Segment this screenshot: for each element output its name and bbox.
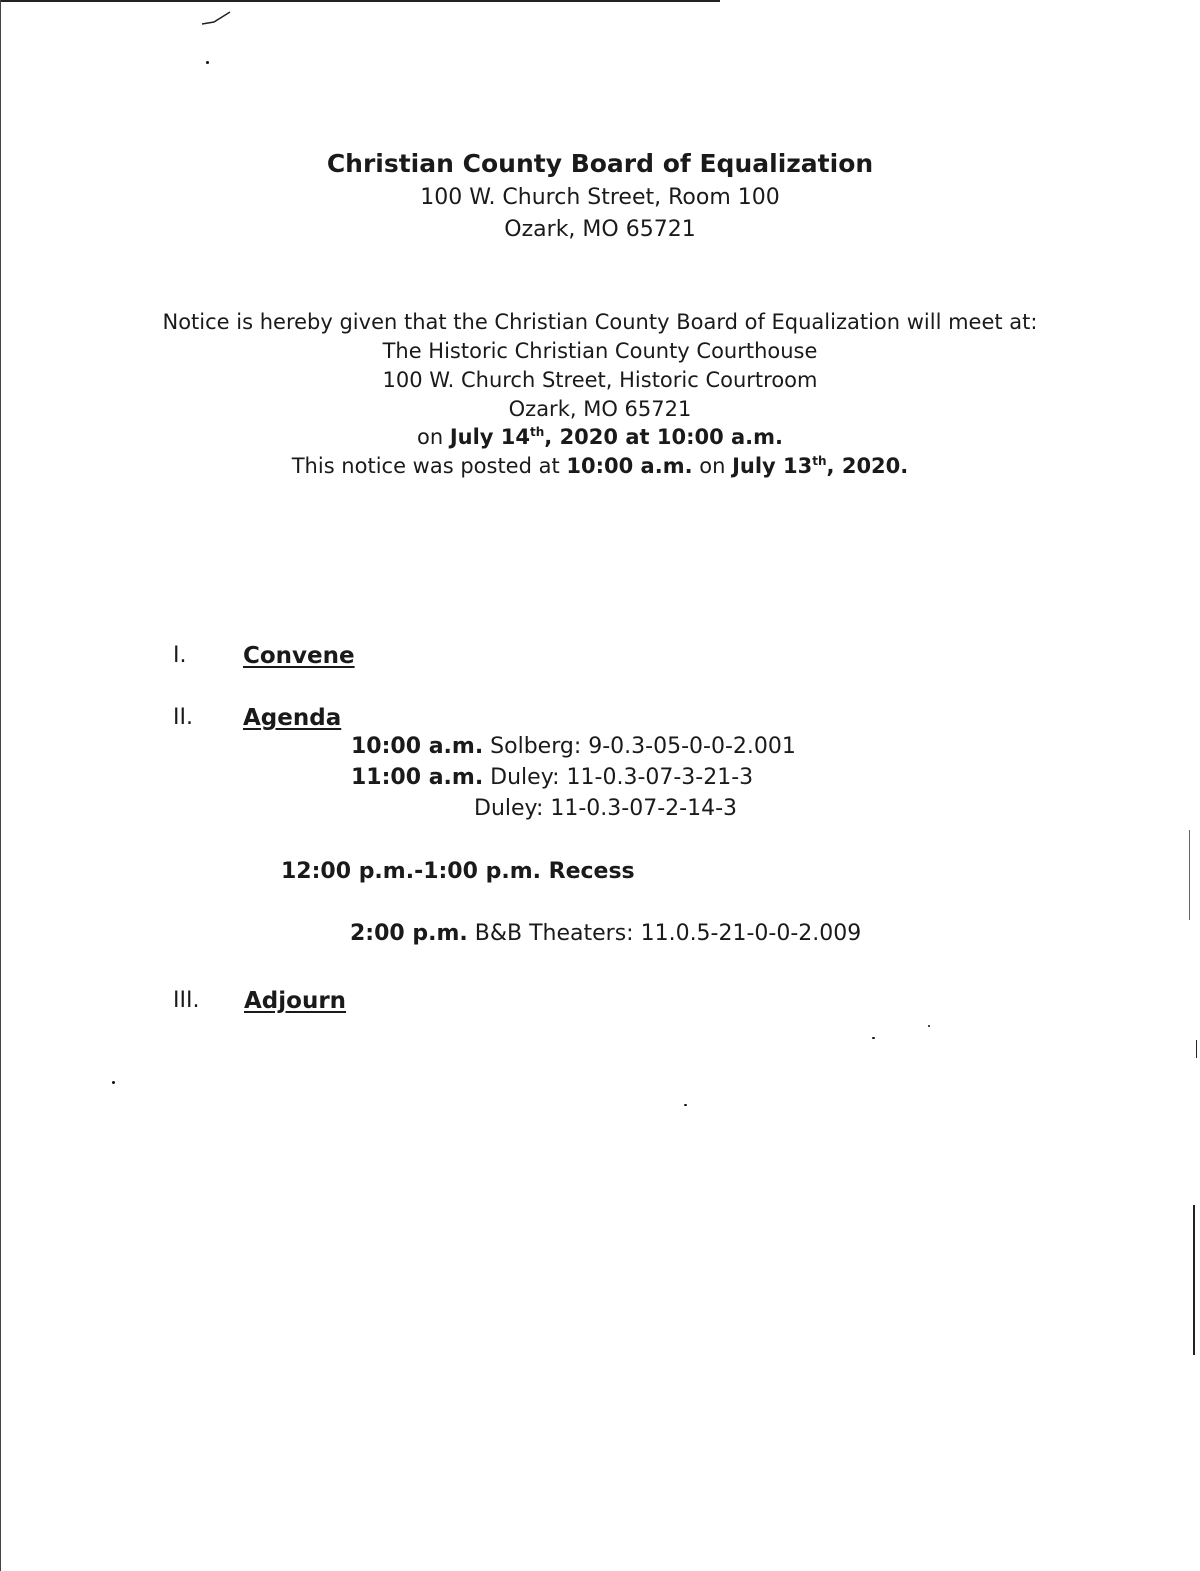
agenda-item-time: 10:00 a.m. xyxy=(351,734,484,759)
right-edge-mark xyxy=(1189,830,1190,920)
meeting-datetime xyxy=(0,423,1200,452)
posted-prefix: This notice was posted at xyxy=(291,454,567,478)
speck xyxy=(872,1037,875,1039)
speck xyxy=(928,1025,930,1027)
posted-ordinal: th xyxy=(812,454,827,468)
page-title: Christian County Board of Equalization xyxy=(326,149,874,178)
agenda-item-text: B&B Theaters: 11.0.5-21-0-0-2.009 xyxy=(467,921,862,946)
speck xyxy=(112,1081,115,1084)
agenda-item xyxy=(351,732,796,762)
section-numeral: II. xyxy=(173,705,193,730)
meeting-prefix: on xyxy=(416,425,450,449)
agenda-item-time: 2:00 p.m. xyxy=(350,921,468,946)
agenda-item-time: 11:00 a.m. xyxy=(351,765,484,790)
meeting-rest: , 2020 at 10:00 a.m. xyxy=(544,425,784,449)
section-numeral: I. xyxy=(173,643,187,668)
agenda-item xyxy=(351,763,753,793)
section-title-adjourn: Adjourn xyxy=(244,988,347,1014)
header-city-line: Ozark, MO 65721 xyxy=(504,217,696,242)
header-address-line: 100 W. Church Street, Room 100 xyxy=(420,185,780,210)
posted-time: 10:00 a.m. xyxy=(566,454,693,478)
meeting-ordinal: th xyxy=(530,425,545,439)
speck xyxy=(206,61,209,64)
section-title-convene: Convene xyxy=(243,643,355,669)
posted-month-day: July 13 xyxy=(732,454,813,478)
top-edge-line xyxy=(0,0,720,2)
posted-datetime xyxy=(0,452,1200,481)
notice-venue-city: Ozark, MO 65721 xyxy=(508,397,692,421)
agenda-item xyxy=(350,919,861,949)
section-title-agenda: Agenda xyxy=(243,705,342,731)
agenda-item-text: Duley: 11-0.3-07-3-21-3 xyxy=(483,765,754,790)
pen-mark-icon xyxy=(200,8,234,28)
right-edge-tick xyxy=(1196,1040,1197,1058)
right-edge-line xyxy=(1193,1205,1195,1355)
posted-mid: on xyxy=(692,454,733,478)
notice-venue: The Historic Christian County Courthouse xyxy=(382,339,818,363)
meeting-month-day: July 14 xyxy=(449,425,530,449)
notice-intro: Notice is hereby given that the Christian County Board of Equalization will meet at: xyxy=(162,310,1038,334)
notice-venue-address: 100 W. Church Street, Historic Courtroom xyxy=(382,368,818,392)
agenda-recess: 12:00 p.m.-1:00 p.m. Recess xyxy=(281,859,635,884)
agenda-item-text: Solberg: 9-0.3-05-0-0-2.001 xyxy=(483,734,796,759)
section-numeral: III. xyxy=(173,988,200,1013)
agenda-item-text: Duley: 11-0.3-07-2-14-3 xyxy=(474,796,738,821)
speck xyxy=(684,1104,687,1106)
posted-year: , 2020. xyxy=(826,454,909,478)
